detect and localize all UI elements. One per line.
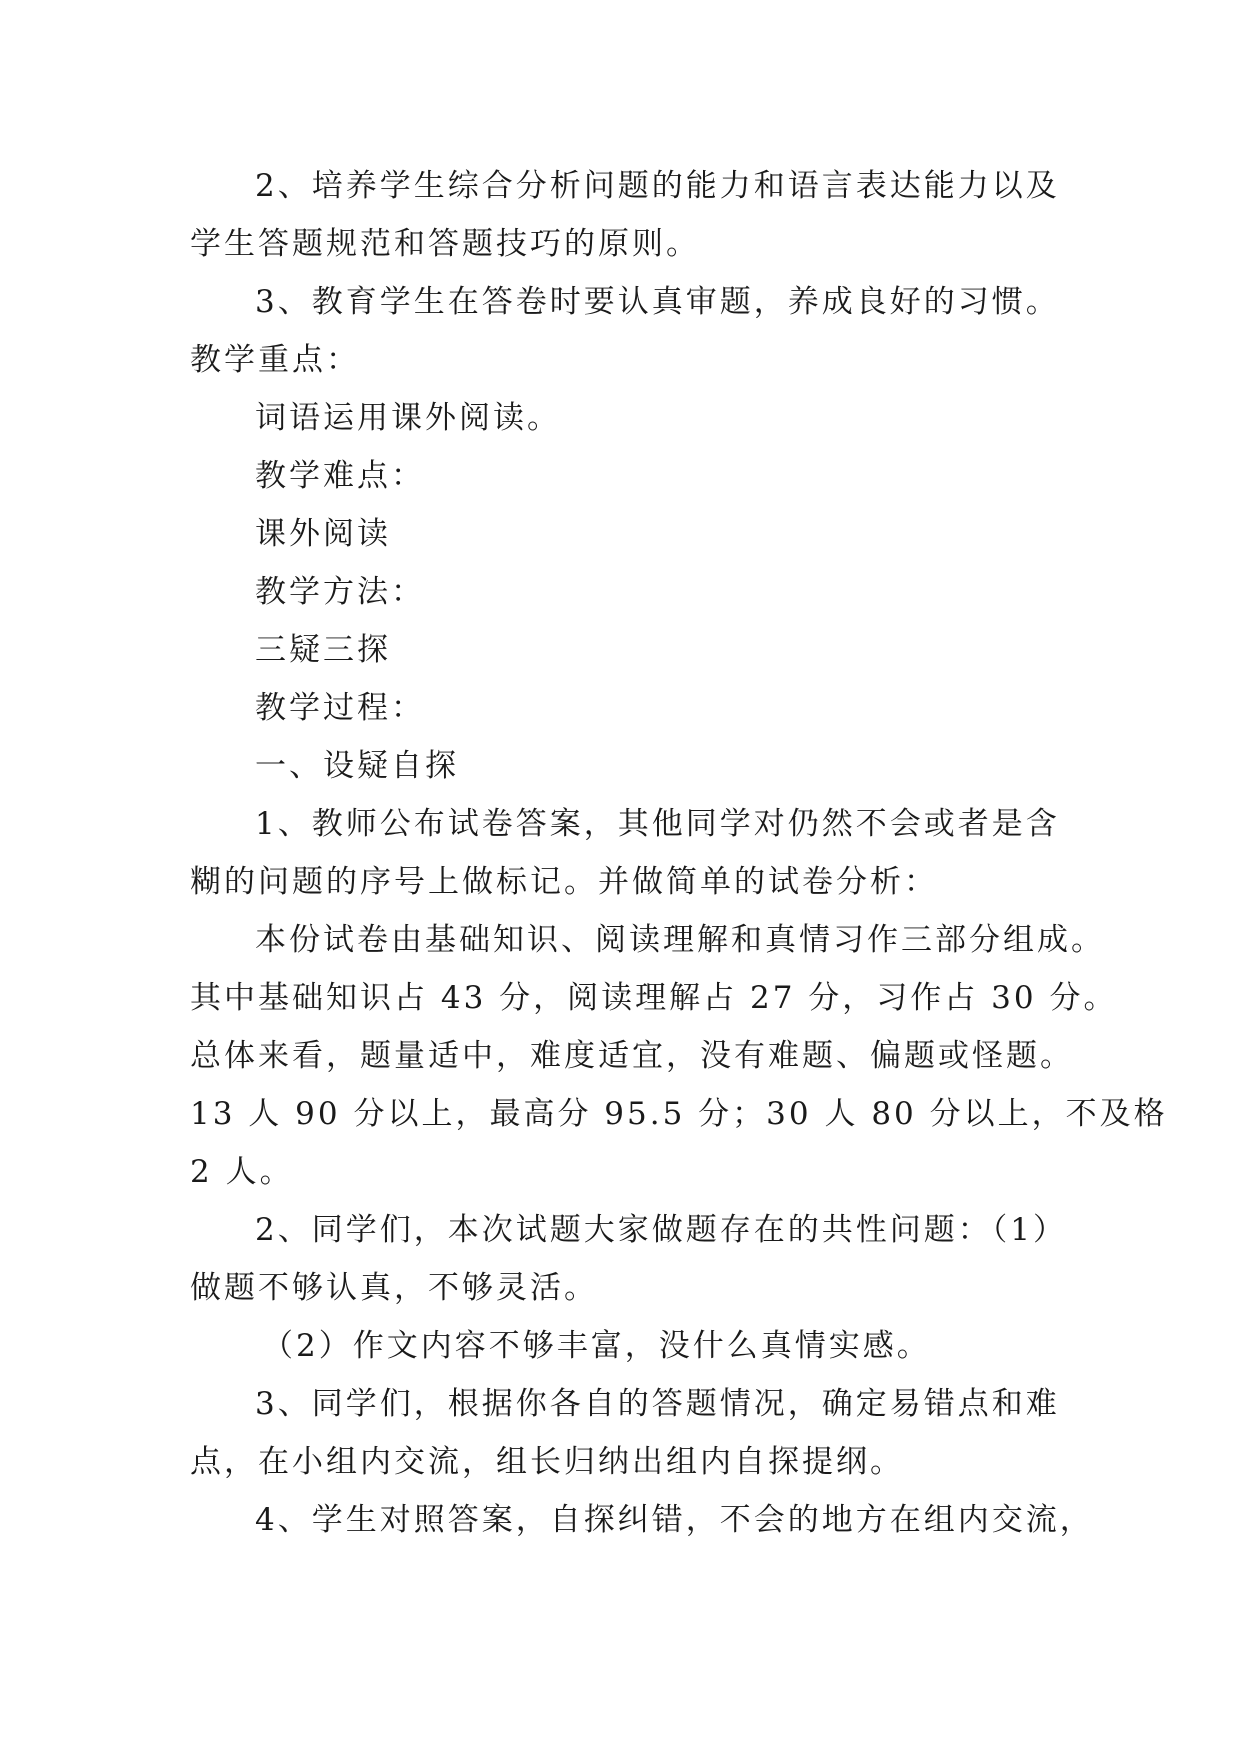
text-line: 点，在小组内交流，组长归纳出组内自探提纲。 bbox=[190, 1444, 904, 1480]
text-line: 其中基础知识占 43 分，阅读理解占 27 分，习作占 30 分。 bbox=[190, 980, 1118, 1016]
text-line: 2 人。 bbox=[190, 1154, 294, 1190]
text-line: 总体来看，题量适中，难度适宜，没有难题、偏题或怪题。 bbox=[190, 1038, 1074, 1074]
section-heading: 一、设疑自探 bbox=[255, 748, 459, 784]
text-line: 3、同学们，根据你各自的答题情况，确定易错点和难 bbox=[255, 1386, 1060, 1422]
text-line: 课外阅读 bbox=[255, 516, 391, 552]
text-line: 三疑三探 bbox=[255, 632, 391, 668]
text-line: 2、同学们，本次试题大家做题存在的共性问题：（1） bbox=[255, 1212, 1067, 1248]
section-heading: 教学重点： bbox=[190, 342, 360, 378]
text-line: 1、教师公布试卷答案，其他同学对仍然不会或者是含 bbox=[255, 806, 1060, 842]
section-heading: 教学方法： bbox=[255, 574, 425, 610]
section-heading: 教学难点： bbox=[255, 458, 425, 494]
text-line: 4、学生对照答案，自探纠错，不会的地方在组内交流， bbox=[255, 1502, 1094, 1538]
text-line: 做题不够认真，不够灵活。 bbox=[190, 1270, 598, 1306]
text-line: 2、培养学生综合分析问题的能力和语言表达能力以及 bbox=[255, 168, 1060, 204]
text-line: 13 人 90 分以上，最高分 95.5 分；30 人 80 分以上，不及格 bbox=[190, 1096, 1168, 1132]
text-line: 词语运用课外阅读。 bbox=[255, 400, 561, 436]
text-line: 糊的问题的序号上做标记。并做简单的试卷分析： bbox=[190, 864, 938, 900]
text-line: （2）作文内容不够丰富，没什么真情实感。 bbox=[262, 1328, 931, 1364]
section-heading: 教学过程： bbox=[255, 690, 425, 726]
text-line: 3、教育学生在答卷时要认真审题，养成良好的习惯。 bbox=[255, 284, 1060, 320]
text-line: 本份试卷由基础知识、阅读理解和真情习作三部分组成。 bbox=[255, 922, 1105, 958]
text-line: 学生答题规范和答题技巧的原则。 bbox=[190, 226, 700, 262]
